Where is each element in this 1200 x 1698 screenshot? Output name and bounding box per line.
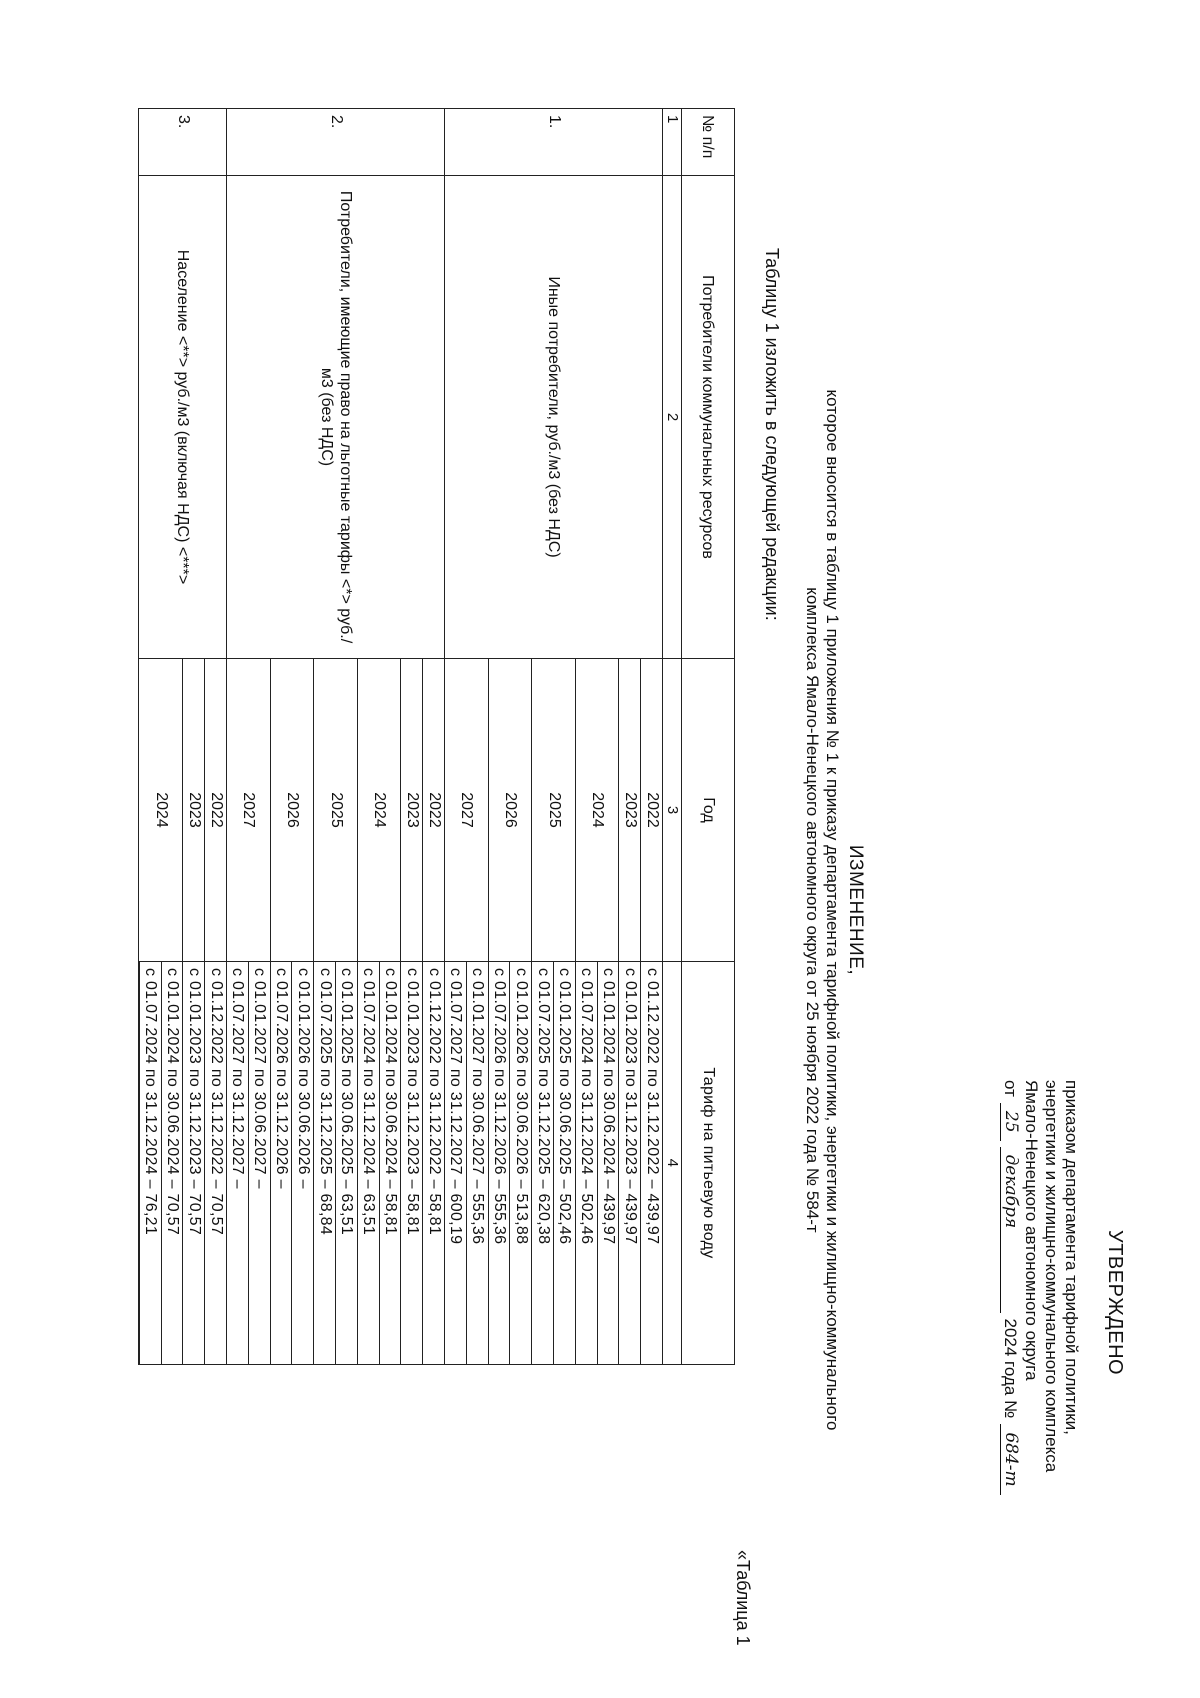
tariff-period-cell: с 01.12.2022 по 31.12.2022 – 58,81: [423, 962, 445, 1365]
heading-title: ИЗМЕНЕНИЕ,: [845, 844, 866, 976]
consumer-category: Иные потребители, руб./м3 (без НДС): [445, 176, 663, 659]
table-marker: «Таблица 1: [733, 1550, 753, 1646]
table-row: [641, 109, 663, 1365]
handwritten-day: 25: [1000, 1103, 1021, 1141]
tariff-period-cell: с 01.12.2022 по 31.12.2022 – 70,57: [205, 962, 227, 1365]
tariff-period-cell: с 01.01.2024 по 30.06.2024 – 70,57: [161, 962, 183, 1365]
year-cell: 2026: [488, 659, 532, 962]
header-year: Год: [682, 659, 735, 962]
tariff-period-cell: с 01.01.2024 по 30.06.2024 – 439,97: [597, 962, 619, 1365]
year-cell: 2024: [575, 659, 619, 962]
document-heading: [802, 130, 865, 1690]
approval-line: Ямало-Ненецкого автономного округа: [1022, 1080, 1041, 1381]
table-index-row: [663, 109, 682, 1365]
tariff-period-cell: с 01.07.2024 по 31.12.2024 – 76,21: [139, 962, 161, 1365]
year-cell: 2025: [314, 659, 358, 962]
approval-line: энергетики и жилищно-коммунального комплекса: [1042, 1080, 1061, 1473]
year-cell: 2027: [445, 659, 489, 962]
table-row: [205, 109, 227, 1365]
tariff-period-cell: с 01.07.2027 по 31.12.2027 – 600,19: [445, 962, 467, 1365]
tariff-period-cell: с 01.01.2023 по 31.12.2023 – 58,81: [401, 962, 423, 1365]
consumer-category: Потребители, имеющие право на льготные тарифы <*> руб./м3 (без НДС): [227, 176, 445, 659]
approval-title: УТВЕРЖДЕНО: [1104, 1230, 1126, 1376]
approval-line: приказом департамента тарифной политики,: [1062, 1080, 1081, 1435]
tariff-period-cell: с 01.01.2023 по 31.12.2023 – 70,57: [183, 962, 205, 1365]
table-row: [423, 109, 445, 1365]
tariff-period-cell: с 01.01.2026 по 30.06.2026 –: [292, 962, 314, 1365]
tariff-period-cell: с 01.01.2024 по 30.06.2024 – 58,81: [379, 962, 401, 1365]
year-cell: 2023: [619, 659, 641, 962]
date-prefix: от: [1001, 1080, 1020, 1097]
table-header-row: [682, 109, 735, 1365]
lead-text: Таблицу 1 изложить в следующей редакции:: [762, 248, 782, 621]
row-number: 3.: [139, 109, 227, 176]
tariff-period-cell: с 01.01.2025 по 30.06.2025 – 502,46: [554, 962, 576, 1365]
tariff-period-cell: с 01.07.2026 по 31.12.2026 – 555,36: [488, 962, 510, 1365]
row-number: 1.: [445, 109, 663, 176]
year-cell: 2024: [357, 659, 401, 962]
year-cell: 2027: [227, 659, 271, 962]
tariff-period-cell: с 01.07.2024 по 31.12.2024 – 502,46: [575, 962, 597, 1365]
year-cell: 2022: [205, 659, 227, 962]
tariff-period-cell: с 01.01.2025 по 30.06.2025 – 63,51: [336, 962, 358, 1365]
tariff-period-cell: с 01.01.2026 по 30.06.2026 – 513,88: [510, 962, 532, 1365]
consumer-category: Население <**> руб./м3 (включая НДС) <***>: [139, 176, 227, 659]
tariff-period-cell: с 01.07.2025 по 31.12.2025 – 68,84: [314, 962, 336, 1365]
handwritten-order-number: 684-т: [1000, 1424, 1021, 1494]
approval-block: [1000, 1080, 1125, 1600]
tariff-period-cell: с 01.01.2023 по 31.12.2023 – 439,97: [619, 962, 641, 1365]
tariff-period-cell: с 01.01.2027 по 30.06.2027 –: [248, 962, 270, 1365]
approval-date-line: [1000, 1080, 1021, 1600]
tariff-period-cell: с 01.07.2027 по 31.12.2027 –: [227, 962, 249, 1365]
year-cell: 2024: [139, 659, 183, 962]
tariff-period-cell: с 01.07.2024 по 31.12.2024 – 63,51: [357, 962, 379, 1365]
year-cell: 2022: [641, 659, 663, 962]
index-cell: 2: [663, 176, 682, 659]
index-cell: 3: [663, 659, 682, 962]
year-cell: 2022: [423, 659, 445, 962]
year-cell: 2026: [270, 659, 314, 962]
tariff-period-cell: с 01.07.2026 по 31.12.2026 –: [270, 962, 292, 1365]
year-cell: 2025: [532, 659, 576, 962]
tariff-period-cell: с 01.01.2027 по 30.06.2027 – 555,36: [466, 962, 488, 1365]
year-cell: 2023: [183, 659, 205, 962]
header-tariff: Тариф на питьевую воду: [682, 962, 735, 1365]
heading-line: комплекса Ямало-Ненецкого автономного округа от 25 ноября 2022 года № 584-т: [803, 587, 822, 1233]
index-cell: 4: [663, 962, 682, 1365]
index-cell: 1: [663, 109, 682, 176]
header-num: № п/п: [682, 109, 735, 176]
tariff-table: [138, 108, 735, 1365]
heading-line: которое вносится в таблицу 1 приложения № 1 к приказу департамента тарифной политики, энергетики и жилищно-коммунального: [823, 389, 842, 1431]
header-consumers: Потребители коммунальных ресурсов: [682, 176, 735, 659]
row-number: 2.: [227, 109, 445, 176]
tariff-period-cell: с 01.07.2025 по 31.12.2025 – 620,38: [532, 962, 554, 1365]
handwritten-month: декабря: [1000, 1147, 1021, 1313]
date-year-text: 2024 года №: [1001, 1318, 1020, 1419]
year-cell: 2023: [401, 659, 423, 962]
tariff-period-cell: с 01.12.2022 по 31.12.2022 – 439,97: [641, 962, 663, 1365]
